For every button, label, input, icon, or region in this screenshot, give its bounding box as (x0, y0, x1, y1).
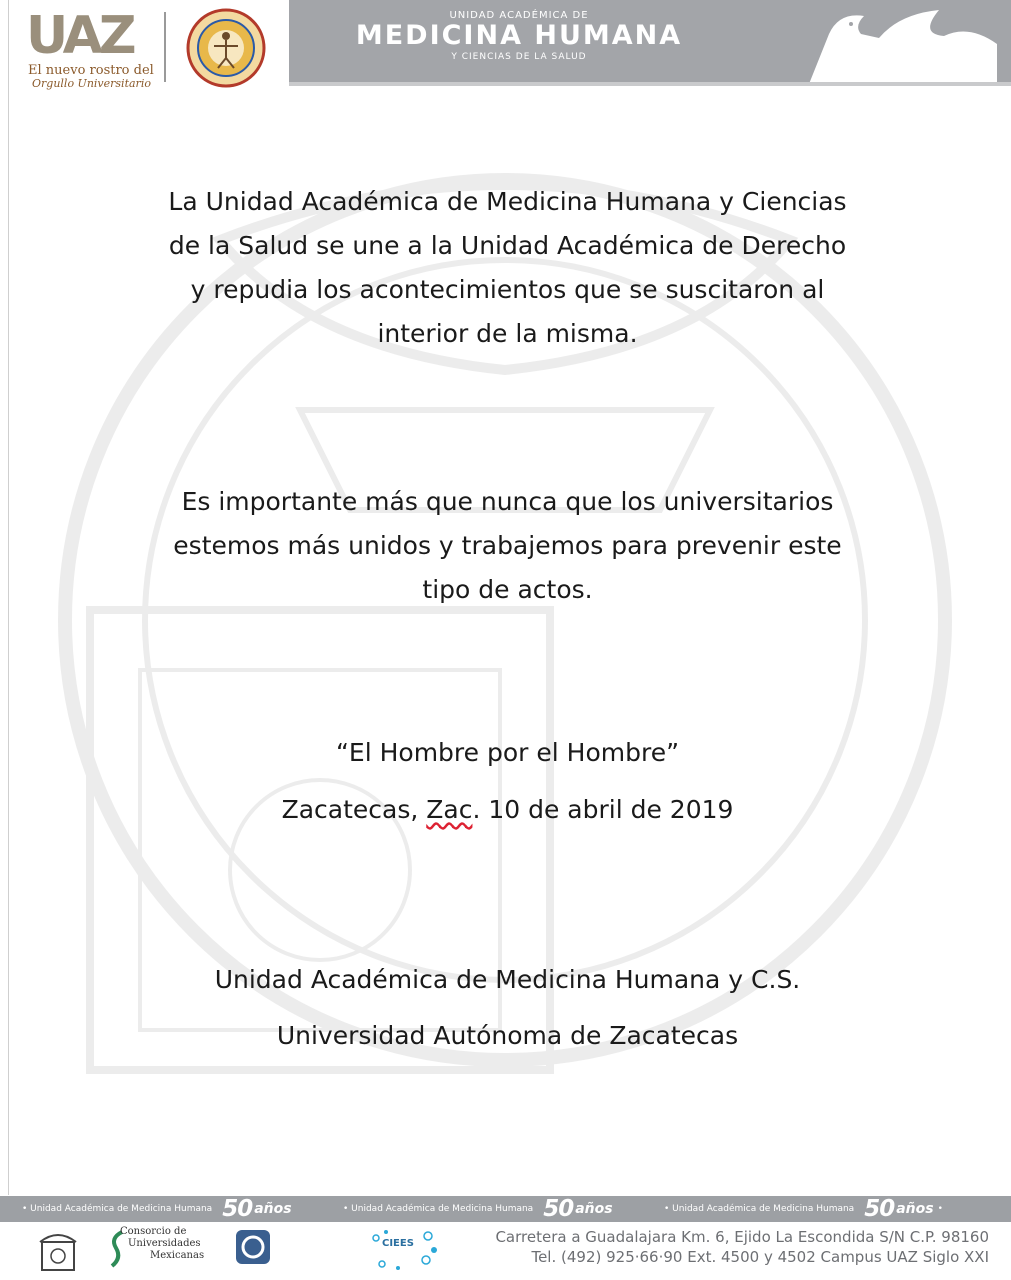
consorcio-line-3: Mexicanas (150, 1250, 205, 1261)
motto: “El Hombre por el Hombre” (335, 738, 680, 767)
footer-band (0, 1196, 1011, 1222)
letterhead (0, 0, 1011, 92)
signature-university: Universidad Autónoma de Zacatecas (276, 1021, 739, 1050)
signature-unit: Unidad Académica de Medicina Humana y C.S. (214, 965, 801, 994)
eagle-icon (769, 4, 999, 84)
medicine-seal-icon (186, 8, 266, 88)
band-anos: años (575, 1201, 613, 1217)
footer-address: Carretera a Guadalajara Km. 6, Ejido La Escondida S/N C.P. 98160 (495, 1228, 989, 1246)
header-divider (164, 12, 166, 82)
banner-rule (289, 82, 1011, 86)
statement-line: y repudia los acontecimientos que se suscitaron al (190, 275, 825, 304)
statement-line: interior de la misma. (377, 319, 638, 348)
call-to-unity-paragraph (120, 480, 895, 612)
place-and-date (120, 795, 895, 824)
uaz-crest-icon (34, 1228, 82, 1274)
band-text: • Unidad Académica de Medicina Humana (22, 1204, 213, 1214)
banner-title: MEDICINA HUMANA (355, 20, 683, 51)
band-anos: años (254, 1201, 292, 1217)
unity-line: Es importante más que nunca que los universitarios (181, 487, 834, 516)
ciees-label: CIEES (382, 1238, 414, 1249)
place-date: . 10 de abril de 2019 (472, 795, 734, 824)
page-edge (8, 0, 9, 1195)
faculty-banner (289, 0, 1011, 82)
uaz-tagline-1: El nuevo rostro del (28, 63, 154, 78)
unity-line: tipo de actos. (422, 575, 593, 604)
band-segment (22, 1196, 292, 1222)
band-50-years: 50 (864, 1196, 895, 1222)
statement-line: La Unidad Académica de Medicina Humana y Ciencias (168, 187, 847, 216)
banner-subtitle-bottom: Y CIENCIAS DE LA SALUD (451, 52, 587, 62)
statement-paragraph (120, 180, 895, 356)
ciees-bubbles-icon (368, 1228, 440, 1274)
band-50-years: 50 (222, 1196, 253, 1222)
band-text: • Unidad Académica de Medicina Humana (664, 1204, 855, 1214)
band-dot: • (937, 1204, 943, 1214)
uaz-logo-text: UAZ (26, 6, 133, 66)
consorcio-line-2: Universidades (128, 1238, 201, 1249)
band-50-years: 50 (543, 1196, 574, 1222)
band-anos: años (896, 1201, 934, 1217)
consorcio-line-1: Consorcio de (120, 1226, 187, 1237)
banner-subtitle-top: UNIDAD ACADÉMICA DE (449, 10, 589, 21)
uaz-logo (22, 8, 152, 90)
band-segment (343, 1196, 613, 1222)
copaem-logo-icon (234, 1228, 272, 1266)
band-segment (664, 1196, 943, 1222)
uaz-tagline-2: Orgullo Universitario (32, 77, 151, 90)
place-city: Zacatecas, (281, 795, 427, 824)
statement-line: de la Salud se une a la Unidad Académica de Derecho (168, 231, 847, 260)
band-text: • Unidad Académica de Medicina Humana (343, 1204, 534, 1214)
footer-phone: Tel. (492) 925·66·90 Ext. 4500 y 4502 Campus UAZ Siglo XXI (531, 1248, 989, 1266)
unity-line: estemos más unidos y trabajemos para prevenir este (173, 531, 842, 560)
place-state-abbrev: Zac (426, 795, 473, 824)
